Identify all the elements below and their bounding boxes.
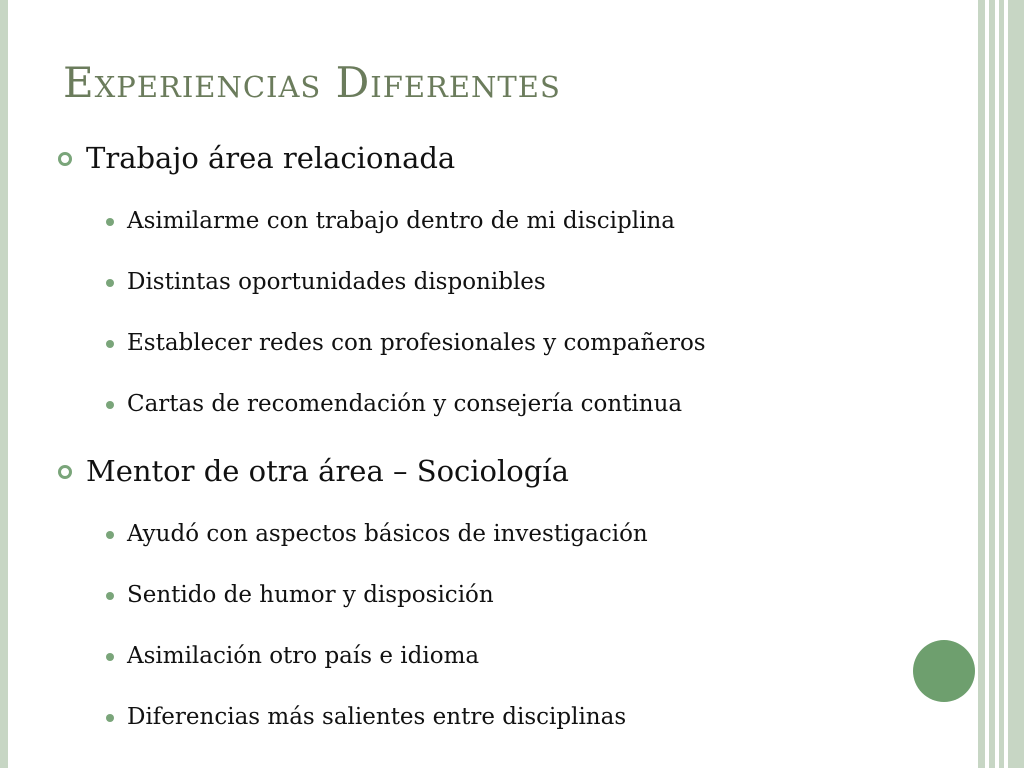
- filled-dot-bullet-icon: [106, 218, 114, 226]
- sub-bullet-text: Asimilación otro país e idioma: [127, 643, 480, 669]
- filled-dot-bullet-icon: [106, 592, 114, 600]
- green-circle-decoration: [913, 640, 975, 702]
- sub-bullet-text: Cartas de recomendación y consejería continua: [127, 391, 683, 417]
- bullet-text: Trabajo área relacionada: [86, 141, 456, 175]
- hollow-circle-bullet-icon: [58, 465, 72, 479]
- sub-bullet-text: Ayudó con aspectos básicos de investigación: [127, 521, 648, 547]
- filled-dot-bullet-icon: [106, 340, 114, 348]
- sub-bullet-text: Sentido de humor y disposición: [127, 582, 494, 608]
- filled-dot-bullet-icon: [106, 531, 114, 539]
- left-border-stripe: [0, 0, 8, 768]
- right-border-stripe: [999, 0, 1004, 768]
- slide-title: Experiencias Diferentes: [63, 58, 561, 107]
- right-border-stripe: [978, 0, 985, 768]
- bullet-text: Mentor de otra área – Sociología: [86, 454, 569, 488]
- sub-bullet-text: Establecer redes con profesionales y compañeros: [127, 330, 706, 356]
- filled-dot-bullet-icon: [106, 401, 114, 409]
- sub-bullet-text: Asimilarme con trabajo dentro de mi disciplina: [127, 208, 676, 234]
- filled-dot-bullet-icon: [106, 714, 114, 722]
- sub-bullet-text: Distintas oportunidades disponibles: [127, 269, 546, 295]
- filled-dot-bullet-icon: [106, 653, 114, 661]
- filled-dot-bullet-icon: [106, 279, 114, 287]
- right-border-stripe: [989, 0, 995, 768]
- hollow-circle-bullet-icon: [58, 152, 72, 166]
- sub-bullet-text: Diferencias más salientes entre disciplinas: [127, 704, 627, 730]
- right-border-stripe: [1008, 0, 1024, 768]
